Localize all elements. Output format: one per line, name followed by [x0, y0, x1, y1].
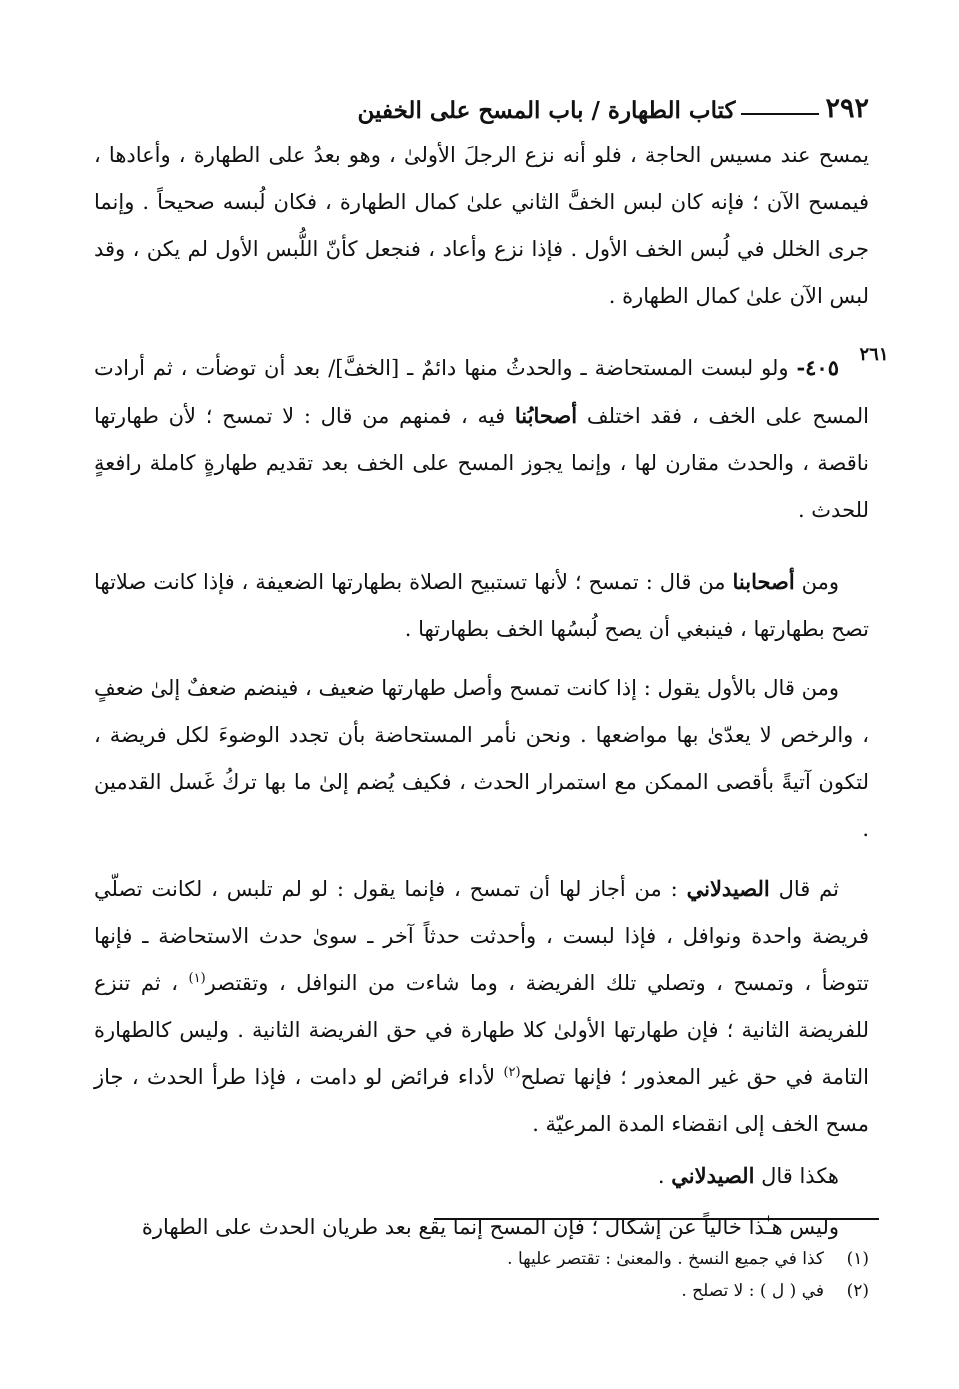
paragraph-7: وليس هـٰذا خالياً عن إشكال ؛ فإن المسح إنما يقع بعد طريان الحدث على الطهارة — [141, 1215, 839, 1239]
page-header — [84, 82, 869, 122]
paragraph-2-text-a: ولو لبست المستحاضة ـ والحدثُ منها دائمٌ ـ [الخفَّ]/ بعد أن توضأت ، ثم أرادت المسح على الخف ، فقد اختلف — [94, 356, 869, 428]
paragraph-1: يمسح عند مسيس الحاجة ، فلو أنه نزع الرجلَ الأولىٰ ، وهو بعدُ على الطهارة ، وأعادها ، فيمسح الآن ؛ فإنه كان لبس الخفَّ الثاني علىٰ كمال الطهارة ، فكان لُبسه صحيحاً . وإنما جرى الخلل في لُبس الخف الأول . فإذا نزع وأعاد ، فنجعل كأنّ اللُّبس الأول لم يكن ، وقد لبس الآن علىٰ كمال الطهارة . — [94, 143, 869, 308]
footnote-separator — [434, 1218, 879, 1220]
paragraph-5 — [94, 865, 869, 1148]
paragraph-3-text-a: ومن — [794, 570, 839, 594]
paragraph-4: ومن قال بالأول يقول : إذا كانت تمسح وأصل طهارتها ضعيف ، فينضم ضعفٌ إلىٰ ضعفٍ ، والرخص لا يعدّىٰ بها مواضعها . ونحن نأمر المستحاضة بأن تجدد الوضوءَ لكل فريضة ، لتكون آتيةً بأقصى الممكن مع استمرار الحدث ، فكيف يُضم إلىٰ ما بها تركُ غَسل القدمين . — [94, 676, 869, 841]
paragraph-6-text-b: . — [657, 1164, 672, 1188]
footnote-ref-2[interactable]: (٢) — [503, 1065, 521, 1080]
footnote-2-text: في ( ل ) : لا تصلح . — [681, 1281, 824, 1301]
footnote-2-mark: (٢) — [846, 1281, 869, 1301]
paragraph-5-text-d: لأداء فرائض لو دامت ، فإذا طرأ الحدث ، جاز مسح الخف إلى انقضاء المدة المرعيّة . — [94, 1065, 869, 1136]
header-rule — [741, 113, 819, 115]
page-number: ٢٩٢ — [825, 93, 869, 124]
highlight-saydalani-2: الصيدلاني — [671, 1163, 755, 1188]
footnote-1-mark: (١) — [846, 1249, 869, 1269]
footnote-ref-1[interactable]: (١) — [188, 971, 206, 986]
paragraph-6-text-a: هكذا قال — [754, 1164, 839, 1188]
paragraph-5-text-b: : من أجاز لها أن تمسح ، فإنما يقول : لو لم تلبس ، لكانت تصلّي فريضة واحدة ونوافل ، فإذا لبست ، وأحدثت حدثاً آخر ـ سوىٰ حدث الاستحاضة ـ فإنها تتوضأ ، وتمسح ، وتصلي تلك الفريضة ، وما شاءت من النوافل ، وتقتصر — [94, 877, 869, 995]
footnote-2 — [94, 1275, 869, 1307]
highlight-ashabuna-2: أصحابنا — [732, 569, 795, 594]
paragraph-2 — [94, 344, 869, 534]
paragraph-3 — [94, 558, 869, 653]
running-title: كتاب الطهارة / باب المسح على الخفين — [357, 97, 736, 124]
paragraph-3-text-b: من قال : تمسح ؛ لأنها تستبيح الصلاة بطهارتها الضعيفة ، فإذا كانت صلاتها تصح بطهارتها ، فينبغي أن يصح لُبسُها الخف بطهارتها . — [94, 570, 869, 641]
paragraph-5-text-a: ثم قال — [769, 877, 839, 901]
paragraph-6 — [94, 1152, 869, 1200]
section-number: ٤٠٥- — [796, 355, 839, 380]
main-text — [94, 132, 869, 1251]
footnote-1 — [94, 1243, 869, 1275]
highlight-ashabuna: أصحابُنا — [514, 403, 578, 428]
footnote-1-text: كذا في جميع النسخ . والمعنىٰ : تقتصر عليها . — [507, 1249, 824, 1269]
margin-reference-number: ٢٦١ — [859, 344, 889, 365]
paragraph-2-text-b: فيه ، فمنهم من قال : لا تمسح ؛ لأن طهارتها ناقصة ، والحدث مقارن لها ، وإنما يجوز المسح على الخف بعد تقديم طهارةٍ كاملة رافعةٍ للحدث . — [94, 404, 869, 522]
footnotes — [94, 1243, 869, 1307]
paragraph-5-text-c: ، ثم تنزع للفريضة الثانية ؛ فإن طهارتها الأولىٰ كلا طهارة في حق الفريضة الثانية . وليس كالطهارة التامة في حق غير المعذور ؛ فإنها تصلح — [94, 971, 869, 1089]
highlight-saydalani: الصيدلاني — [686, 876, 770, 901]
